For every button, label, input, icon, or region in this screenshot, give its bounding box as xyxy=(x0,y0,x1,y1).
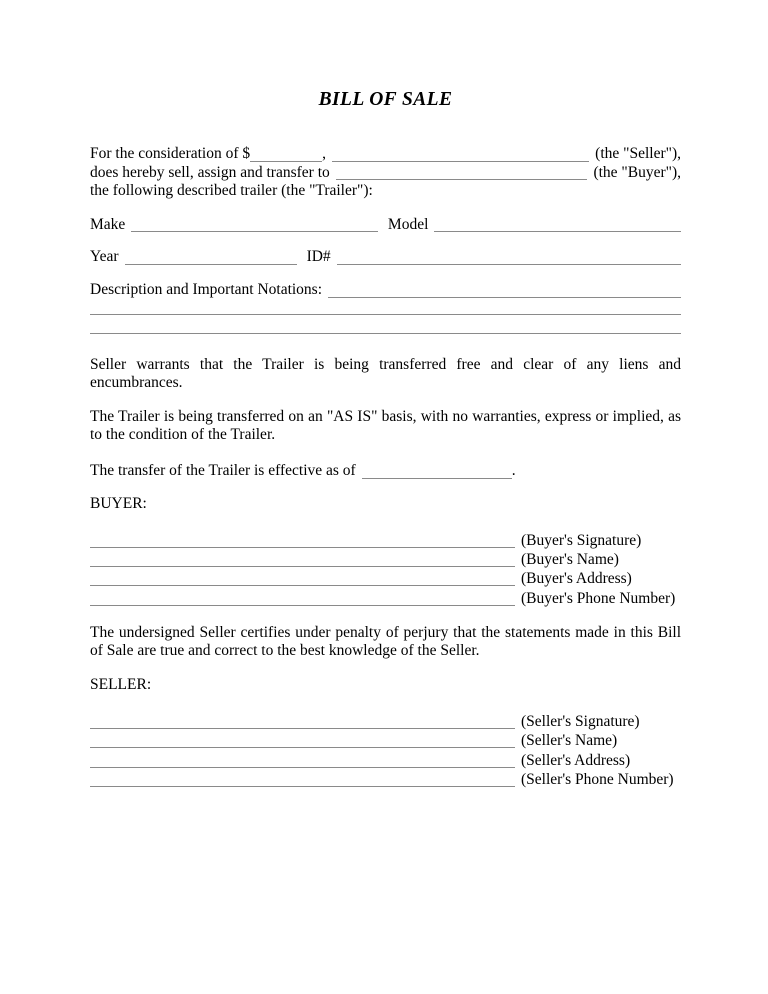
model-blank xyxy=(434,231,681,232)
model-label: Model xyxy=(387,215,429,233)
id-number-blank xyxy=(337,264,681,265)
notations-row xyxy=(90,281,681,300)
make-model-row xyxy=(90,216,681,235)
seller-phone-row xyxy=(90,770,681,789)
seller-phone-blank xyxy=(90,786,515,787)
year-id-row xyxy=(90,248,681,267)
seller-phone-label: (Seller's Phone Number) xyxy=(521,771,674,789)
notations-label: Description and Important Notations: xyxy=(90,280,323,298)
buyer-signature-blank xyxy=(90,547,515,548)
notations-line-2 xyxy=(90,333,681,334)
buyer-address-row xyxy=(90,569,681,588)
buyer-name-label: (Buyer's Name) xyxy=(521,550,619,568)
consideration-text: For the consideration of $ xyxy=(90,145,251,162)
seller-signature-block xyxy=(90,711,681,789)
effective-date-period: . xyxy=(511,461,516,479)
amount-blank xyxy=(250,161,322,162)
seller-designation: (the "Seller"), xyxy=(595,145,681,162)
as-is-clause: The Trailer is being transferred on an "AS IS" basis, with no warranties, express or implied, as to the condition of the Trailer. xyxy=(90,407,681,444)
buyer-phone-row xyxy=(90,588,681,607)
notations-blank xyxy=(328,297,681,298)
buyer-signature-block xyxy=(90,530,681,608)
seller-address-row xyxy=(90,750,681,769)
buyer-name-line-blank xyxy=(90,566,515,567)
id-number-label: ID# xyxy=(306,248,331,266)
buyer-section-heading: BUYER: xyxy=(90,494,147,512)
trailer-described-text: the following described trailer (the "Trailer"): xyxy=(90,182,373,200)
buyer-signature-label: (Buyer's Signature) xyxy=(521,531,642,549)
seller-name-row xyxy=(90,731,681,750)
seller-name-label: (Seller's Name) xyxy=(521,732,618,750)
consideration-line-1 xyxy=(90,145,681,164)
consideration-clause xyxy=(90,145,681,201)
seller-section-heading: SELLER: xyxy=(90,675,152,693)
seller-name-line-blank xyxy=(90,747,515,748)
seller-address-label: (Seller's Address) xyxy=(521,751,631,769)
buyer-name-row xyxy=(90,550,681,569)
consideration-line-2 xyxy=(90,164,681,183)
seller-signature-row xyxy=(90,711,681,730)
buyer-phone-blank xyxy=(90,605,515,606)
seller-signature-blank xyxy=(90,728,515,729)
buyer-address-label: (Buyer's Address) xyxy=(521,570,632,588)
seller-address-blank xyxy=(90,767,515,768)
liens-clause: Seller warrants that the Trailer is being transferred free and clear of any liens and encumbrances. xyxy=(90,355,681,392)
perjury-certification: The undersigned Seller certifies under penalty of perjury that the statements made in this Bill of Sale are true and correct to the best knowledge of the Seller. xyxy=(90,623,681,660)
make-label: Make xyxy=(90,215,126,233)
effective-date-blank xyxy=(362,478,512,479)
consideration-line-3 xyxy=(90,182,681,201)
buyer-signature-row xyxy=(90,530,681,549)
seller-name-blank xyxy=(332,161,589,162)
buyer-designation: (the "Buyer"), xyxy=(593,163,681,181)
effective-date-text: The transfer of the Trailer is effective as of xyxy=(90,461,356,479)
notations-line-1 xyxy=(90,314,681,315)
make-blank xyxy=(131,231,378,232)
seller-signature-label: (Seller's Signature) xyxy=(521,712,640,730)
year-label: Year xyxy=(90,248,119,266)
consideration-comma: , xyxy=(322,145,327,162)
transfer-to-text: does hereby sell, assign and transfer to xyxy=(90,163,330,181)
buyer-address-blank xyxy=(90,585,515,586)
document-title: BILL OF SALE xyxy=(318,89,453,110)
buyer-name-blank xyxy=(336,179,588,180)
year-blank xyxy=(125,264,297,265)
effective-date-row xyxy=(90,462,681,481)
document-content xyxy=(90,0,681,789)
buyer-phone-label: (Buyer's Phone Number) xyxy=(521,589,676,607)
